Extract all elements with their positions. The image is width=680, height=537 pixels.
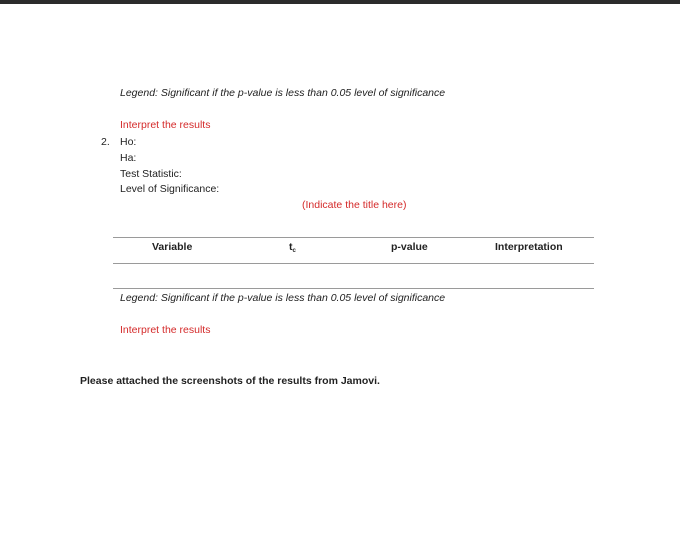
table-top-rule <box>113 237 594 238</box>
test-statistic-label: Test Statistic: <box>120 168 182 180</box>
header-tc <box>289 241 296 258</box>
table-title-placeholder: (Indicate the title here) <box>302 199 407 211</box>
ha-label: Ha: <box>120 152 137 164</box>
ho-label: Ho: <box>120 136 137 148</box>
header-variable: Variable <box>152 241 193 253</box>
header-tc-subscript: c <box>292 248 296 254</box>
legend-text-2: Legend: Significant if the p-value is less than 0.05 level of significance <box>120 292 446 304</box>
header-tc-main: t <box>289 241 293 253</box>
footer-note: Please attached the screenshots of the results from Jamovi. <box>80 375 380 387</box>
window-top-bar <box>0 0 680 4</box>
interpret-results-2: Interpret the results <box>120 324 211 336</box>
header-interpretation: Interpretation <box>495 241 563 253</box>
item-number: 2. <box>101 136 110 148</box>
legend-text-1: Legend: Significant if the p-value is less than 0.05 level of significance <box>120 87 446 99</box>
interpret-results-1: Interpret the results <box>120 119 211 131</box>
level-of-significance-label: Level of Significance: <box>120 183 220 195</box>
table-bottom-rule <box>113 288 594 289</box>
header-p-value: p-value <box>391 241 428 253</box>
table-header-rule <box>113 263 594 264</box>
